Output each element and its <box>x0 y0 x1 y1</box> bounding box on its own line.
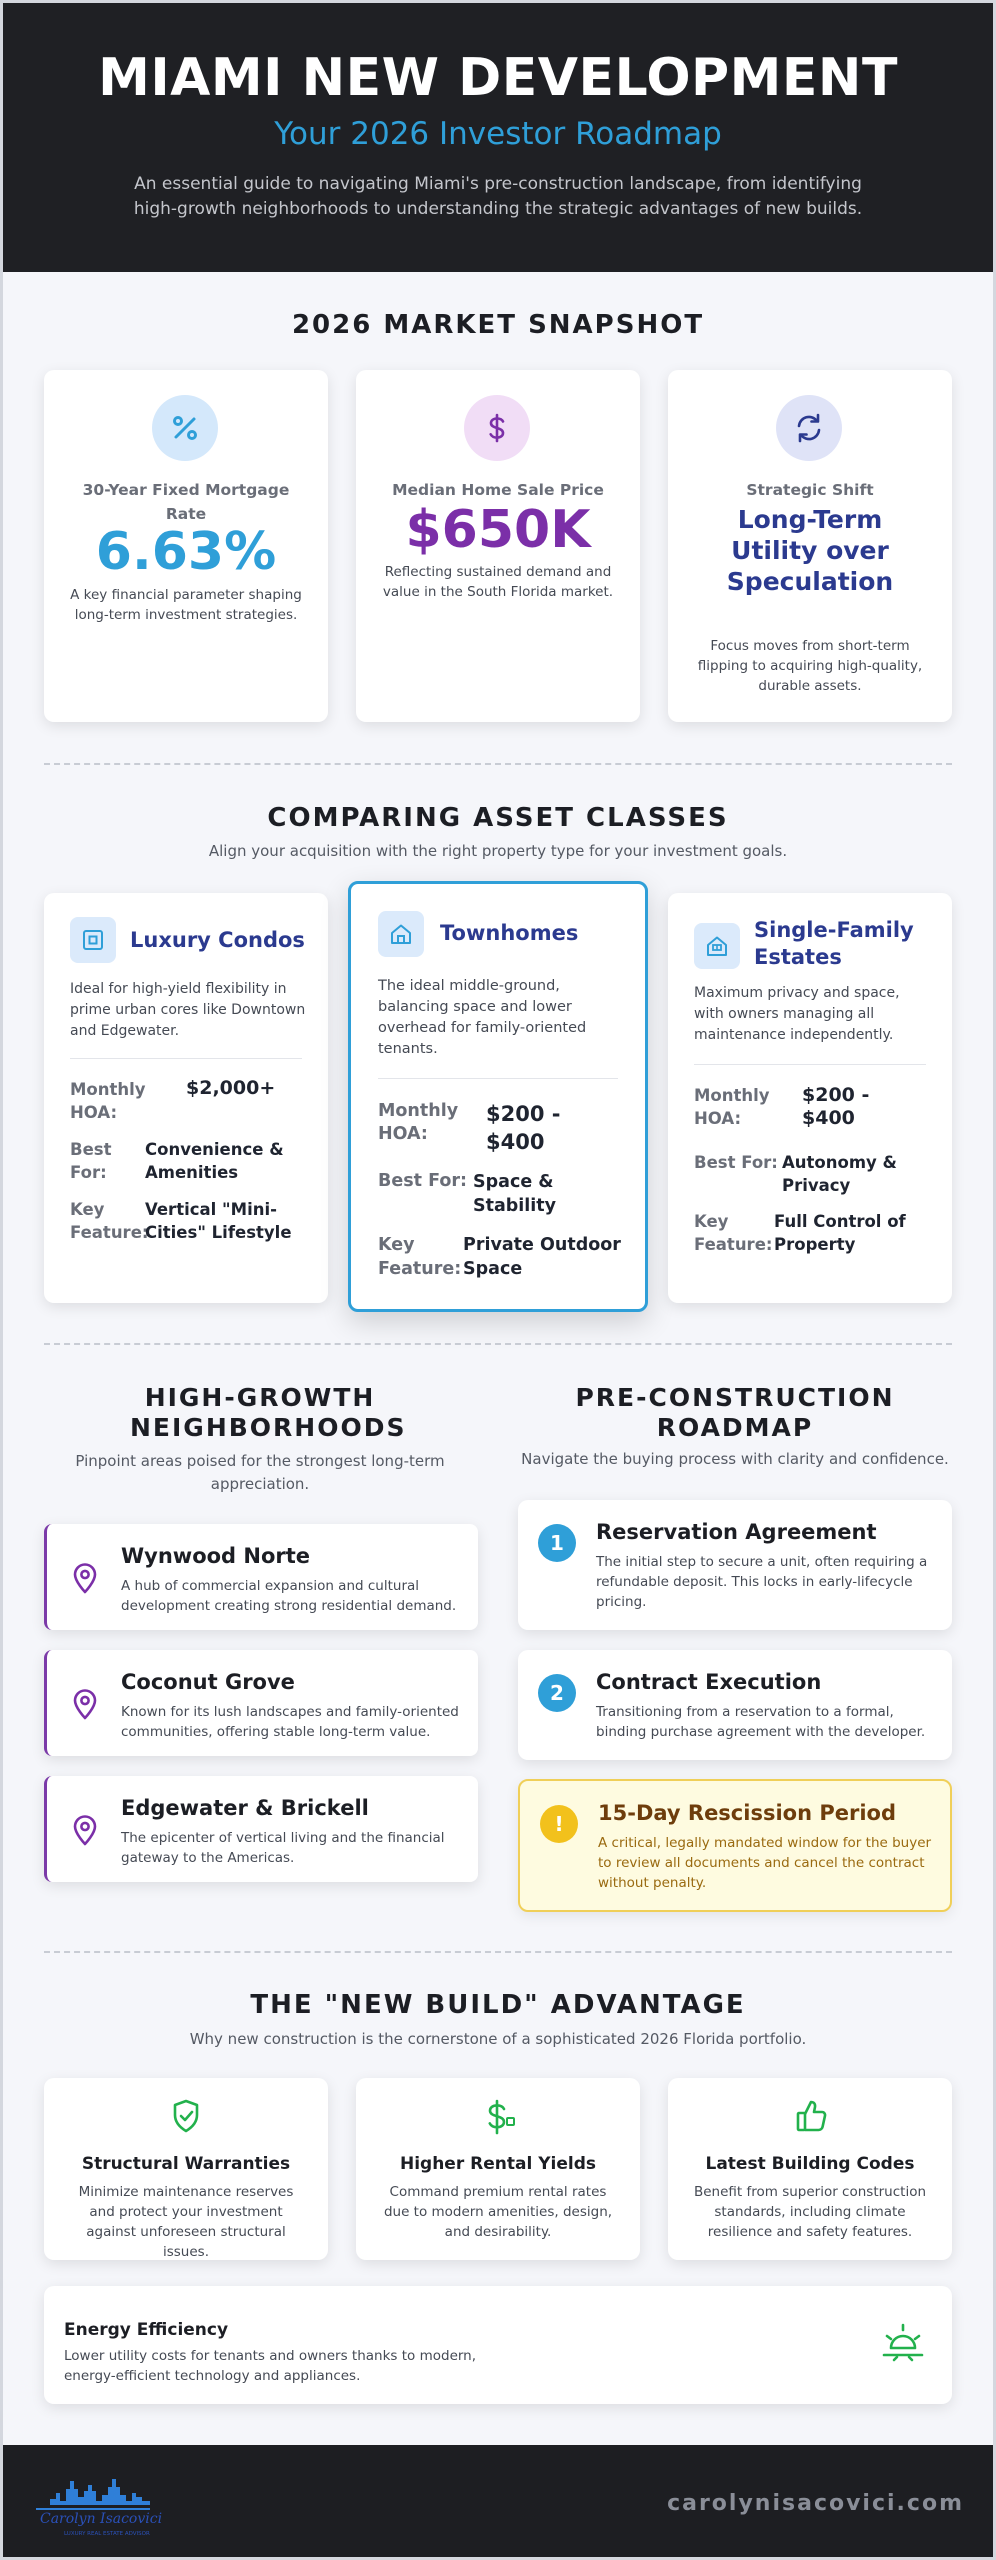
warning-icon: ! <box>540 1805 578 1843</box>
hoa-label: Monthly HOA: <box>70 1080 146 1122</box>
snapshot-card-price <box>356 370 640 722</box>
map-pin-icon <box>71 1688 99 1720</box>
hoa-label: Monthly HOA: <box>378 1101 459 1144</box>
header-banner <box>0 0 996 272</box>
snapshot-title: 2026 MARKET SNAPSHOT <box>291 310 705 340</box>
dollar-icon <box>464 395 530 461</box>
advantage-subtitle: Why new construction is the cornerstone of a sophisticated 2026 Florida portfolio. <box>189 2030 807 2048</box>
footer <box>0 2445 996 2560</box>
neighborhood-name: Wynwood Norte <box>121 1544 311 1568</box>
neighborhoods-title: HIGH-GROWTH NEIGHBORHOODS <box>130 1383 407 1442</box>
snapshot-label: Strategic Shift <box>746 481 874 499</box>
hoa-value: $200 - $400 <box>486 1102 561 1154</box>
asset-desc: The ideal middle-ground, balancing space and lower overhead for family-oriented tenants. <box>378 978 587 1057</box>
asset-desc: Ideal for high-yield flexibility in prime urban cores like Downtown and Edgewater. <box>70 981 306 1039</box>
snapshot-card-mortgage <box>44 370 328 722</box>
best-for-value: Convenience & Amenities <box>145 1140 284 1182</box>
asset-desc: Maximum privacy and space, with owners managing all maintenance independently. <box>694 985 900 1043</box>
intro-text: An essential guide to navigating Miami's pre-construction landscape, from identifying high-growth neighborhoods to understanding the strategic advantages of new builds. <box>133 174 863 219</box>
step-number: 2 <box>538 1674 576 1712</box>
assets-title: COMPARING ASSET CLASSES <box>267 803 729 833</box>
map-pin-icon <box>71 1562 99 1594</box>
advantage-desc: Minimize maintenance reserves and protect your investment against unforeseen structural issues. <box>78 2184 294 2260</box>
best-for-label: Best For: <box>694 1153 778 1172</box>
page-subtitle: Your 2026 Investor Roadmap <box>274 116 722 152</box>
footer-website-link[interactable]: carolynisacovici.com <box>667 2491 964 2516</box>
asset-card-townhomes <box>348 881 648 1312</box>
asset-title: Townhomes <box>440 921 579 945</box>
section-divider <box>44 1343 952 1345</box>
neighborhoods-subtitle: Pinpoint areas poised for the strongest long-term appreciation. <box>75 1452 445 1493</box>
snapshot-card-shift <box>668 370 952 722</box>
roadmap-step <box>518 1650 952 1760</box>
snapshot-value: 6.63% <box>95 522 277 582</box>
snapshot-desc: Focus moves from short-term flipping to acquiring high-quality, durable assets. <box>697 638 923 694</box>
estate-icon <box>694 923 740 969</box>
snapshot-desc: Reflecting sustained demand and value in the South Florida market. <box>382 564 614 600</box>
roadmap-subtitle: Navigate the buying process with clarity and confidence. <box>521 1450 949 1468</box>
logo-tagline: LUXURY REAL ESTATE ADVISOR <box>64 2531 150 2537</box>
asset-separator <box>694 1064 926 1065</box>
logo-name: Carolyn Isacovici <box>40 2511 163 2527</box>
shield-check-icon <box>171 2098 201 2134</box>
hoa-value: $200 - $400 <box>802 1084 870 1129</box>
snapshot-value: $650K <box>405 500 591 560</box>
neighborhood-name: Edgewater & Brickell <box>121 1796 369 1820</box>
refresh-icon <box>776 395 842 461</box>
advantage-card <box>356 2078 640 2260</box>
neighborhood-card <box>44 1776 478 1882</box>
percent-icon <box>152 395 218 461</box>
roadmap-step <box>518 1500 952 1630</box>
asset-title: Luxury Condos <box>130 928 305 952</box>
hoa-value: $2,000+ <box>186 1077 276 1099</box>
step-desc: The initial step to secure a unit, often requiring a refundable deposit. This locks in early-lifecycle pricing. <box>596 1554 928 1610</box>
key-feature-label: Key Feature: <box>378 1235 462 1279</box>
hoa-label: Monthly HOA: <box>694 1086 770 1128</box>
asset-separator <box>378 1078 618 1079</box>
roadmap-title: PRE-CONSTRUCTION ROADMAP <box>575 1383 895 1442</box>
neighborhood-name: Coconut Grove <box>121 1670 295 1694</box>
page-title: MIAMI NEW DEVELOPMENT <box>98 48 898 108</box>
snapshot-label: Median Home Sale Price <box>392 481 604 499</box>
map-pin-icon <box>71 1814 99 1846</box>
advantage-title-text: Structural Warranties <box>81 2154 291 2174</box>
best-for-value: Space & Stability <box>473 1172 557 1216</box>
step-title: Contract Execution <box>596 1670 822 1694</box>
best-for-label: Best For: <box>378 1171 467 1191</box>
asset-title: Single-Family Estates <box>754 918 914 969</box>
energy-desc: Lower utility costs for tenants and owners thanks to modern, energy-efficient technology and appliances. <box>64 2348 477 2384</box>
step-title: Reservation Agreement <box>596 1520 877 1544</box>
sun-lamp-icon <box>880 2322 926 2362</box>
best-for-value: Autonomy & Privacy <box>782 1153 897 1195</box>
snapshot-desc: A key financial parameter shaping long-term investment strategies. <box>70 587 302 623</box>
thumbs-up-icon <box>795 2098 829 2134</box>
step-desc: Transitioning from a reservation to a formal, binding purchase agreement with the developer. <box>596 1704 926 1740</box>
neighborhood-desc: A hub of commercial expansion and cultural development creating strong residential demand. <box>121 1578 457 1614</box>
key-feature-label: Key Feature: <box>694 1212 773 1254</box>
step-title: 15-Day Rescission Period <box>598 1801 896 1825</box>
advantage-card <box>44 2078 328 2260</box>
dollar-sign-icon <box>483 2098 517 2136</box>
advantage-card <box>668 2078 952 2260</box>
house-icon <box>378 911 424 957</box>
advantage-title-text: Latest Building Codes <box>705 2154 915 2174</box>
neighborhood-desc: The epicenter of vertical living and the financial gateway to the Americas. <box>121 1830 445 1866</box>
energy-title: Energy Efficiency <box>64 2320 229 2340</box>
neighborhood-card <box>44 1650 478 1756</box>
step-desc: A critical, legally mandated window for the buyer to review all documents and cancel the contract without penalty. <box>598 1835 932 1891</box>
key-feature-value: Vertical "Mini-Cities" Lifestyle <box>145 1200 292 1242</box>
advantage-title: THE "NEW BUILD" ADVANTAGE <box>250 1990 746 2020</box>
advantage-desc: Benefit from superior construction standards, including climate resilience and safety features. <box>693 2184 927 2240</box>
key-feature-value: Private Outdoor Space <box>463 1235 621 1279</box>
energy-efficiency-card <box>44 2286 952 2404</box>
condo-icon <box>70 917 116 963</box>
asset-card-estates <box>668 893 952 1303</box>
assets-subtitle: Align your acquisition with the right property type for your investment goals. <box>208 842 788 860</box>
section-divider <box>44 763 952 765</box>
asset-card-condos <box>44 893 328 1303</box>
section-divider <box>44 1951 952 1953</box>
skyline-logo <box>30 2471 190 2543</box>
advantage-desc: Command premium rental rates due to modern amenities, design, and desirability. <box>383 2184 613 2240</box>
neighborhood-card <box>44 1524 478 1630</box>
rescission-warning-card <box>518 1779 952 1912</box>
key-feature-value: Full Control of Property <box>774 1212 906 1254</box>
neighborhood-desc: Known for its lush landscapes and family-oriented communities, offering stable long-term value. <box>121 1704 459 1740</box>
advantage-title-text: Higher Rental Yields <box>399 2154 596 2174</box>
key-feature-label: Key Feature: <box>70 1200 149 1242</box>
best-for-label: Best For: <box>70 1140 112 1182</box>
snapshot-value: Long-Term Utility over Speculation <box>726 505 894 596</box>
asset-separator <box>70 1058 302 1059</box>
snapshot-label: 30-Year Fixed Mortgage Rate <box>82 481 290 523</box>
step-number: 1 <box>538 1524 576 1562</box>
